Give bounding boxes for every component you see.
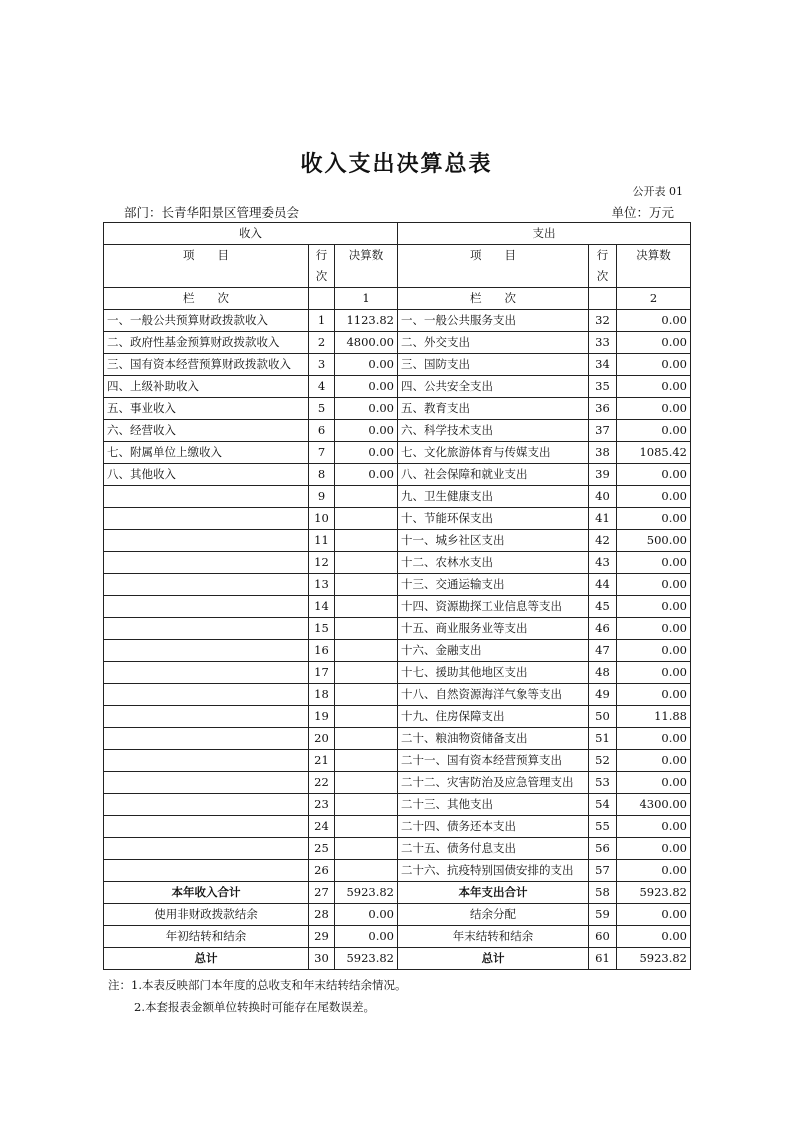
table-row xyxy=(104,662,691,684)
income-amount-cell xyxy=(335,772,398,794)
income-item-cell: 一、一般公共预算财政拨款收入 xyxy=(104,310,309,332)
income-line-cell: 19 xyxy=(309,706,335,728)
income-expense-table xyxy=(103,222,691,970)
expense-amount-cell: 0.00 xyxy=(617,508,691,530)
expense-item-cell: 十九、住房保障支出 xyxy=(398,706,589,728)
expense-amount-cell: 0.00 xyxy=(617,816,691,838)
income-amount-cell xyxy=(335,750,398,772)
income-line-header: 行次 xyxy=(309,245,335,288)
table-row xyxy=(104,486,691,508)
expense-amount-header: 决算数 xyxy=(617,245,691,288)
expense-line-cell: 61 xyxy=(589,948,617,970)
income-amount-cell xyxy=(335,794,398,816)
table-row xyxy=(104,794,691,816)
income-amount-cell: 0.00 xyxy=(335,420,398,442)
expense-section-header: 支出 xyxy=(398,223,691,245)
income-item-cell xyxy=(104,684,309,706)
table-row xyxy=(104,442,691,464)
expense-amount-cell: 1085.42 xyxy=(617,442,691,464)
expense-line-header: 行次 xyxy=(589,245,617,288)
income-line-cell: 13 xyxy=(309,574,335,596)
income-item-cell xyxy=(104,508,309,530)
income-amount-cell xyxy=(335,662,398,684)
expense-item-cell: 六、科学技术支出 xyxy=(398,420,589,442)
expense-item-header: 项 目 xyxy=(398,245,589,288)
table-row xyxy=(104,816,691,838)
department-label: 部门：长青华阳景区管理委员会 xyxy=(124,205,300,220)
expense-line-cell: 54 xyxy=(589,794,617,816)
expense-line-cell: 48 xyxy=(589,662,617,684)
income-line-cell: 17 xyxy=(309,662,335,684)
expense-line-cell: 34 xyxy=(589,354,617,376)
expense-line-cell: 43 xyxy=(589,552,617,574)
income-line-cell: 24 xyxy=(309,816,335,838)
income-amount-cell xyxy=(335,640,398,662)
income-section-header: 收入 xyxy=(104,223,398,245)
income-line-cell: 21 xyxy=(309,750,335,772)
expense-item-cell: 十一、城乡社区支出 xyxy=(398,530,589,552)
income-line-cell: 1 xyxy=(309,310,335,332)
income-amount-cell: 5923.82 xyxy=(335,948,398,970)
note-1: 注：1.本表反映部门本年度的总收支和年末结转结余情况。 xyxy=(108,978,407,992)
income-line-cell: 4 xyxy=(309,376,335,398)
income-line-cell: 18 xyxy=(309,684,335,706)
income-item-cell: 总计 xyxy=(104,948,309,970)
table-row xyxy=(104,684,691,706)
income-amount-cell: 0.00 xyxy=(335,398,398,420)
expense-line-cell: 46 xyxy=(589,618,617,640)
note-2: 2.本套报表金额单位转换时可能存在尾数误差。 xyxy=(134,1000,375,1014)
expense-item-cell: 十七、援助其他地区支出 xyxy=(398,662,589,684)
table-row xyxy=(104,706,691,728)
income-amount-cell: 1123.82 xyxy=(335,310,398,332)
income-item-cell: 使用非财政拨款结余 xyxy=(104,904,309,926)
income-item-cell: 七、附属单位上缴收入 xyxy=(104,442,309,464)
income-line-index xyxy=(309,288,335,310)
income-amount-cell xyxy=(335,618,398,640)
income-item-cell xyxy=(104,662,309,684)
column-index-row xyxy=(104,288,691,310)
expense-line-cell: 41 xyxy=(589,508,617,530)
expense-line-index xyxy=(589,288,617,310)
income-line-cell: 16 xyxy=(309,640,335,662)
expense-amount-cell: 0.00 xyxy=(617,552,691,574)
summary-row xyxy=(104,882,691,904)
income-amount-cell: 0.00 xyxy=(335,354,398,376)
expense-line-cell: 47 xyxy=(589,640,617,662)
section-header-row xyxy=(104,223,691,245)
income-line-cell: 22 xyxy=(309,772,335,794)
income-line-cell: 29 xyxy=(309,926,335,948)
income-amount-cell xyxy=(335,860,398,882)
table-row xyxy=(104,310,691,332)
expense-item-cell: 十八、自然资源海洋气象等支出 xyxy=(398,684,589,706)
income-item-cell: 二、政府性基金预算财政拨款收入 xyxy=(104,332,309,354)
expense-amount-cell: 0.00 xyxy=(617,750,691,772)
income-item-cell: 八、其他收入 xyxy=(104,464,309,486)
income-amount-cell xyxy=(335,706,398,728)
table-row xyxy=(104,376,691,398)
expense-line-cell: 53 xyxy=(589,772,617,794)
expense-line-cell: 50 xyxy=(589,706,617,728)
expense-line-cell: 33 xyxy=(589,332,617,354)
income-line-cell: 30 xyxy=(309,948,335,970)
expense-amount-cell: 0.00 xyxy=(617,728,691,750)
income-item-cell xyxy=(104,618,309,640)
income-item-cell xyxy=(104,794,309,816)
income-amount-cell xyxy=(335,816,398,838)
expense-amount-cell: 0.00 xyxy=(617,310,691,332)
income-line-cell: 2 xyxy=(309,332,335,354)
expense-line-cell: 52 xyxy=(589,750,617,772)
expense-amount-cell: 0.00 xyxy=(617,684,691,706)
expense-line-cell: 60 xyxy=(589,926,617,948)
expense-amount-cell: 0.00 xyxy=(617,860,691,882)
income-amount-cell xyxy=(335,508,398,530)
income-line-cell: 6 xyxy=(309,420,335,442)
income-line-cell: 26 xyxy=(309,860,335,882)
expense-line-cell: 55 xyxy=(589,816,617,838)
summary-row xyxy=(104,926,691,948)
income-amount-cell xyxy=(335,486,398,508)
income-item-cell xyxy=(104,728,309,750)
expense-line-cell: 40 xyxy=(589,486,617,508)
expense-line-cell: 59 xyxy=(589,904,617,926)
form-number: 公开表 01 xyxy=(632,185,683,198)
income-item-cell: 六、经营收入 xyxy=(104,420,309,442)
expense-item-cell: 十四、资源勘探工业信息等支出 xyxy=(398,596,589,618)
table-row xyxy=(104,398,691,420)
income-item-cell xyxy=(104,772,309,794)
income-line-cell: 9 xyxy=(309,486,335,508)
income-amount-cell: 0.00 xyxy=(335,442,398,464)
expense-line-cell: 42 xyxy=(589,530,617,552)
income-line-cell: 12 xyxy=(309,552,335,574)
income-amount-cell xyxy=(335,728,398,750)
expense-item-cell: 二十、粮油物资储备支出 xyxy=(398,728,589,750)
table-row xyxy=(104,420,691,442)
expense-item-cell: 十、节能环保支出 xyxy=(398,508,589,530)
expense-amount-cell: 4300.00 xyxy=(617,794,691,816)
expense-line-cell: 44 xyxy=(589,574,617,596)
income-amount-cell: 0.00 xyxy=(335,376,398,398)
income-line-cell: 7 xyxy=(309,442,335,464)
expense-item-cell: 总计 xyxy=(398,948,589,970)
table-row xyxy=(104,596,691,618)
table-row xyxy=(104,354,691,376)
income-column-number: 1 xyxy=(335,288,398,310)
expense-amount-cell: 0.00 xyxy=(617,398,691,420)
table-row xyxy=(104,838,691,860)
expense-amount-cell: 0.00 xyxy=(617,904,691,926)
table-row xyxy=(104,508,691,530)
expense-item-cell: 五、教育支出 xyxy=(398,398,589,420)
income-line-cell: 5 xyxy=(309,398,335,420)
notes xyxy=(108,974,406,1018)
expense-line-cell: 39 xyxy=(589,464,617,486)
expense-item-cell: 年末结转和结余 xyxy=(398,926,589,948)
summary-row xyxy=(104,948,691,970)
expense-item-cell: 十三、交通运输支出 xyxy=(398,574,589,596)
income-amount-cell: 4800.00 xyxy=(335,332,398,354)
income-amount-cell xyxy=(335,530,398,552)
income-line-cell: 15 xyxy=(309,618,335,640)
expense-amount-cell: 5923.82 xyxy=(617,948,691,970)
expense-line-cell: 56 xyxy=(589,838,617,860)
income-amount-cell: 0.00 xyxy=(335,904,398,926)
expense-line-cell: 51 xyxy=(589,728,617,750)
expense-item-cell: 二十二、灾害防治及应急管理支出 xyxy=(398,772,589,794)
expense-item-cell: 二十五、债务付息支出 xyxy=(398,838,589,860)
income-item-cell xyxy=(104,640,309,662)
table-row xyxy=(104,574,691,596)
income-item-cell xyxy=(104,530,309,552)
income-amount-cell xyxy=(335,838,398,860)
income-line-cell: 8 xyxy=(309,464,335,486)
income-line-cell: 14 xyxy=(309,596,335,618)
expense-item-cell: 二十四、债务还本支出 xyxy=(398,816,589,838)
income-amount-cell: 5923.82 xyxy=(335,882,398,904)
expense-amount-cell: 0.00 xyxy=(617,354,691,376)
table-row xyxy=(104,332,691,354)
table-row xyxy=(104,464,691,486)
expense-item-cell: 一、一般公共服务支出 xyxy=(398,310,589,332)
expense-amount-cell: 0.00 xyxy=(617,618,691,640)
income-amount-header: 决算数 xyxy=(335,245,398,288)
income-column-label: 栏 次 xyxy=(104,288,309,310)
summary-row xyxy=(104,904,691,926)
expense-amount-cell: 0.00 xyxy=(617,332,691,354)
income-amount-cell xyxy=(335,552,398,574)
expense-item-cell: 结余分配 xyxy=(398,904,589,926)
expense-item-cell: 本年支出合计 xyxy=(398,882,589,904)
column-header-row xyxy=(104,245,691,288)
expense-line-cell: 57 xyxy=(589,860,617,882)
expense-item-cell: 七、文化旅游体育与传媒支出 xyxy=(398,442,589,464)
income-item-cell xyxy=(104,750,309,772)
expense-column-number: 2 xyxy=(617,288,691,310)
expense-item-cell: 二十三、其他支出 xyxy=(398,794,589,816)
income-item-header: 项 目 xyxy=(104,245,309,288)
expense-column-label: 栏 次 xyxy=(398,288,589,310)
table-row xyxy=(104,530,691,552)
expense-amount-cell: 5923.82 xyxy=(617,882,691,904)
expense-amount-cell: 500.00 xyxy=(617,530,691,552)
expense-line-cell: 36 xyxy=(589,398,617,420)
expense-line-cell: 58 xyxy=(589,882,617,904)
table-row xyxy=(104,728,691,750)
table-row xyxy=(104,618,691,640)
table-row xyxy=(104,860,691,882)
income-item-cell: 四、上级补助收入 xyxy=(104,376,309,398)
income-item-cell: 年初结转和结余 xyxy=(104,926,309,948)
expense-amount-cell: 0.00 xyxy=(617,640,691,662)
expense-item-cell: 九、卫生健康支出 xyxy=(398,486,589,508)
income-amount-cell: 0.00 xyxy=(335,464,398,486)
income-item-cell: 本年收入合计 xyxy=(104,882,309,904)
income-item-cell xyxy=(104,486,309,508)
income-line-cell: 25 xyxy=(309,838,335,860)
expense-item-cell: 二十六、抗疫特别国债安排的支出 xyxy=(398,860,589,882)
expense-line-cell: 38 xyxy=(589,442,617,464)
expense-line-cell: 35 xyxy=(589,376,617,398)
income-item-cell: 五、事业收入 xyxy=(104,398,309,420)
income-item-cell xyxy=(104,552,309,574)
income-line-cell: 3 xyxy=(309,354,335,376)
income-amount-cell xyxy=(335,684,398,706)
income-item-cell xyxy=(104,838,309,860)
unit-label: 单位：万元 xyxy=(611,205,674,220)
expense-line-cell: 32 xyxy=(589,310,617,332)
page-title: 收入支出决算总表 xyxy=(300,151,493,177)
income-item-cell xyxy=(104,596,309,618)
expense-item-cell: 二、外交支出 xyxy=(398,332,589,354)
income-line-cell: 23 xyxy=(309,794,335,816)
expense-line-cell: 45 xyxy=(589,596,617,618)
expense-item-cell: 十二、农林水支出 xyxy=(398,552,589,574)
expense-item-cell: 四、公共安全支出 xyxy=(398,376,589,398)
income-line-cell: 10 xyxy=(309,508,335,530)
expense-line-cell: 49 xyxy=(589,684,617,706)
income-line-cell: 11 xyxy=(309,530,335,552)
expense-amount-cell: 0.00 xyxy=(617,486,691,508)
income-amount-cell: 0.00 xyxy=(335,926,398,948)
income-item-cell xyxy=(104,816,309,838)
expense-amount-cell: 0.00 xyxy=(617,420,691,442)
table-row xyxy=(104,772,691,794)
expense-item-cell: 十五、商业服务业等支出 xyxy=(398,618,589,640)
income-amount-cell xyxy=(335,596,398,618)
expense-amount-cell: 0.00 xyxy=(617,926,691,948)
expense-amount-cell: 0.00 xyxy=(617,376,691,398)
expense-amount-cell: 0.00 xyxy=(617,596,691,618)
expense-item-cell: 十六、金融支出 xyxy=(398,640,589,662)
table-row xyxy=(104,750,691,772)
expense-amount-cell: 0.00 xyxy=(617,662,691,684)
expense-item-cell: 三、国防支出 xyxy=(398,354,589,376)
income-line-cell: 27 xyxy=(309,882,335,904)
income-item-cell xyxy=(104,860,309,882)
expense-amount-cell: 0.00 xyxy=(617,464,691,486)
expense-amount-cell: 0.00 xyxy=(617,772,691,794)
table-row xyxy=(104,640,691,662)
income-line-cell: 28 xyxy=(309,904,335,926)
expense-amount-cell: 0.00 xyxy=(617,838,691,860)
income-item-cell xyxy=(104,706,309,728)
income-item-cell: 三、国有资本经营预算财政拨款收入 xyxy=(104,354,309,376)
income-amount-cell xyxy=(335,574,398,596)
expense-line-cell: 37 xyxy=(589,420,617,442)
table-row xyxy=(104,552,691,574)
income-line-cell: 20 xyxy=(309,728,335,750)
expense-item-cell: 八、社会保障和就业支出 xyxy=(398,464,589,486)
income-item-cell xyxy=(104,574,309,596)
expense-item-cell: 二十一、国有资本经营预算支出 xyxy=(398,750,589,772)
expense-amount-cell: 11.88 xyxy=(617,706,691,728)
expense-amount-cell: 0.00 xyxy=(617,574,691,596)
